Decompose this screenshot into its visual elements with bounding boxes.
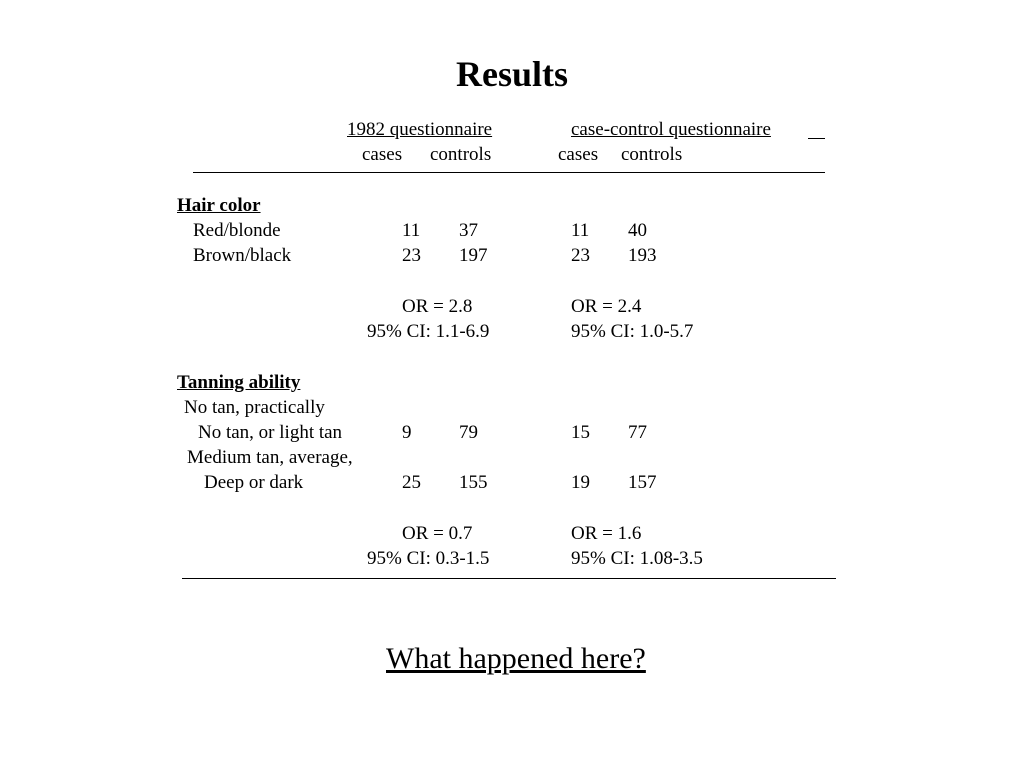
section-heading-hair-color: Hair color	[177, 195, 261, 216]
table-cell: 40	[628, 220, 647, 241]
group2-header-underline-tail	[808, 138, 825, 139]
group1-controls-header: controls	[430, 144, 492, 165]
header-divider	[193, 172, 825, 173]
row-label-line1: No tan, practically	[184, 397, 325, 418]
confidence-interval: 95% CI: 1.0-5.7	[571, 321, 694, 342]
table-cell: 23	[402, 245, 421, 266]
group2-header: case-control questionnaire	[571, 119, 771, 140]
table-cell: 193	[628, 245, 657, 266]
confidence-interval: 95% CI: 1.1-6.9	[367, 321, 490, 342]
slide-title: Results	[455, 54, 568, 94]
section-heading-tanning-ability: Tanning ability	[177, 372, 301, 393]
group2-cases-header: cases	[558, 144, 599, 165]
odds-ratio: OR = 2.8	[402, 296, 473, 317]
group1-header: 1982 questionnaire	[347, 119, 493, 140]
group2-controls-header: controls	[621, 144, 683, 165]
table-cell: 11	[571, 220, 590, 241]
row-label: Red/blonde	[193, 220, 281, 241]
row-label: Deep or dark	[204, 472, 304, 493]
table-cell: 37	[459, 220, 478, 241]
table-cell: 11	[402, 220, 421, 241]
table-cell: 79	[459, 422, 478, 443]
row-label: No tan, or light tan	[198, 422, 343, 443]
table-cell: 23	[571, 245, 590, 266]
confidence-interval: 95% CI: 0.3-1.5	[367, 548, 490, 569]
group1-cases-header: cases	[362, 144, 403, 165]
table-cell: 157	[628, 472, 657, 493]
table-cell: 15	[571, 422, 590, 443]
table-cell: 9	[402, 422, 412, 443]
table-cell: 197	[459, 245, 488, 266]
row-label-line1: Medium tan, average,	[187, 447, 353, 468]
odds-ratio: OR = 1.6	[571, 523, 642, 544]
table-bottom-divider	[182, 578, 836, 579]
row-label: Brown/black	[193, 245, 292, 266]
odds-ratio: OR = 0.7	[402, 523, 473, 544]
table-cell: 77	[628, 422, 647, 443]
table-cell: 25	[402, 472, 421, 493]
odds-ratio: OR = 2.4	[571, 296, 642, 317]
table-cell: 19	[571, 472, 590, 493]
table-cell: 155	[459, 472, 488, 493]
confidence-interval: 95% CI: 1.08-3.5	[571, 548, 703, 569]
discussion-question: What happened here?	[386, 642, 646, 675]
